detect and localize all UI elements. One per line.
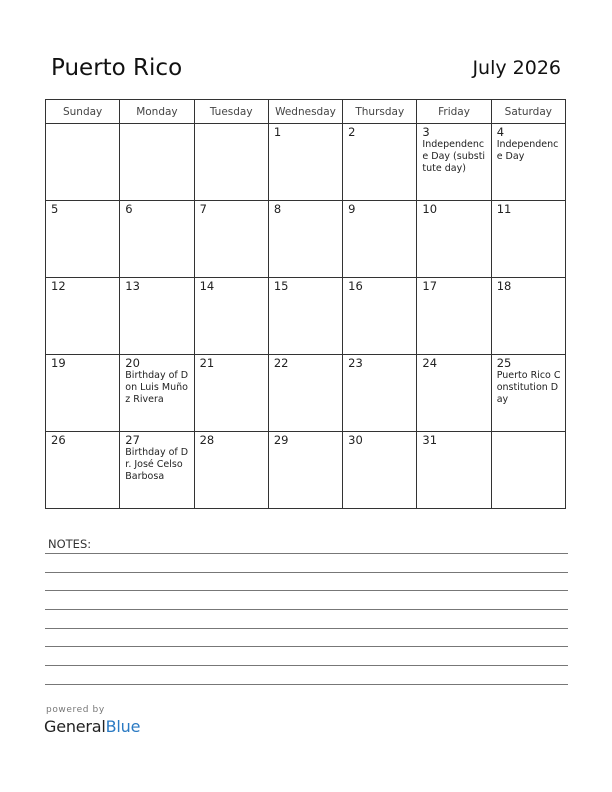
day-number: 14 <box>199 279 215 293</box>
calendar-day-cell[interactable] <box>417 432 491 509</box>
calendar-grid <box>45 99 566 509</box>
day-number: 2 <box>348 125 356 139</box>
notes-label: NOTES: <box>48 537 92 551</box>
day-number: 25 <box>496 356 512 370</box>
calendar-week-row <box>46 278 566 355</box>
note-line <box>45 665 568 666</box>
calendar-day-cell[interactable] <box>491 355 565 432</box>
day-number <box>46 124 119 125</box>
holiday-event: Independence Day <box>496 139 559 162</box>
calendar-day-cell[interactable] <box>343 278 417 355</box>
note-line <box>45 646 568 647</box>
day-number: 12 <box>51 279 66 293</box>
holiday-event: Birthday of Don Luis Muñoz Rivera <box>125 370 189 405</box>
calendar-day-cell[interactable] <box>343 432 417 509</box>
day-number: 6 <box>125 202 133 216</box>
weekday-thursday: Thursday <box>343 100 417 124</box>
calendar-day-cell[interactable] <box>120 355 194 432</box>
weekday-tuesday: Tuesday <box>194 100 268 124</box>
brand-blue: Blue <box>105 717 141 736</box>
holiday-event: Birthday of Dr. José Celso Barbosa <box>125 447 189 482</box>
weekday-saturday: Saturday <box>491 100 565 124</box>
day-number: 26 <box>51 433 66 447</box>
calendar-week-row <box>46 124 566 201</box>
day-number: 23 <box>348 356 363 370</box>
day-number <box>120 124 193 125</box>
calendar-day-cell[interactable] <box>120 201 194 278</box>
calendar-week-row <box>46 355 566 432</box>
calendar-day-cell[interactable] <box>194 124 268 201</box>
calendar-day-cell[interactable] <box>46 201 120 278</box>
calendar-country-title: Puerto Rico <box>51 55 183 81</box>
day-number: 11 <box>496 202 512 216</box>
calendar-day-cell[interactable] <box>417 278 491 355</box>
day-number: 22 <box>273 356 289 370</box>
day-number: 4 <box>496 125 505 139</box>
note-line <box>45 684 568 685</box>
calendar-day-cell[interactable] <box>268 278 342 355</box>
calendar-day-cell[interactable] <box>194 201 268 278</box>
calendar-day-cell[interactable] <box>491 201 565 278</box>
calendar-week-row <box>46 201 566 278</box>
brand-logo[interactable] <box>44 717 140 736</box>
calendar-day-cell[interactable] <box>268 201 342 278</box>
day-number: 31 <box>422 433 438 447</box>
day-number: 15 <box>273 279 289 293</box>
day-number: 5 <box>51 202 59 216</box>
calendar-day-cell[interactable] <box>194 355 268 432</box>
weekday-sunday: Sunday <box>46 100 120 124</box>
day-number <box>195 124 268 125</box>
calendar-day-cell[interactable] <box>194 432 268 509</box>
note-line <box>45 609 568 610</box>
day-number: 30 <box>348 433 363 447</box>
day-number: 9 <box>348 202 356 216</box>
day-number: 16 <box>348 279 363 293</box>
calendar-day-cell[interactable] <box>120 124 194 201</box>
day-number: 21 <box>199 356 215 370</box>
day-number: 13 <box>125 279 140 293</box>
calendar-day-cell[interactable] <box>268 124 342 201</box>
calendar-day-cell[interactable] <box>343 355 417 432</box>
day-number: 10 <box>422 202 438 216</box>
calendar-day-cell[interactable] <box>46 432 120 509</box>
calendar-week-row <box>46 432 566 509</box>
weekday-wednesday: Wednesday <box>268 100 342 124</box>
calendar-day-cell[interactable] <box>194 278 268 355</box>
calendar-day-cell[interactable] <box>417 355 491 432</box>
calendar-day-cell[interactable] <box>46 355 120 432</box>
weekday-friday: Friday <box>417 100 491 124</box>
note-line <box>45 553 568 554</box>
day-number: 20 <box>125 356 140 370</box>
brand-general: General <box>44 717 106 736</box>
calendar-day-cell[interactable] <box>268 432 342 509</box>
day-number: 8 <box>273 202 282 216</box>
day-number <box>492 432 565 433</box>
day-number: 19 <box>51 356 66 370</box>
calendar-day-cell[interactable] <box>120 278 194 355</box>
calendar-day-cell[interactable] <box>491 278 565 355</box>
calendar-month-title: July 2026 <box>472 57 561 79</box>
calendar-day-cell[interactable] <box>491 124 565 201</box>
day-number: 28 <box>199 433 215 447</box>
holiday-event: Puerto Rico Constitution Day <box>496 370 561 405</box>
weekday-header-row <box>46 100 566 124</box>
day-number: 24 <box>422 356 438 370</box>
day-number: 29 <box>273 433 289 447</box>
powered-by-text: powered by <box>46 705 105 715</box>
day-number: 7 <box>199 202 207 216</box>
calendar-day-cell[interactable] <box>268 355 342 432</box>
note-line <box>45 590 568 591</box>
holiday-event: Independence Day (substitute day) <box>422 139 486 174</box>
calendar-day-cell[interactable] <box>343 201 417 278</box>
day-number: 3 <box>422 125 430 139</box>
calendar-day-cell[interactable] <box>120 432 194 509</box>
calendar-day-cell[interactable] <box>417 124 491 201</box>
weekday-monday: Monday <box>120 100 194 124</box>
calendar-day-cell[interactable] <box>417 201 491 278</box>
day-number: 18 <box>496 279 512 293</box>
day-number: 17 <box>422 279 438 293</box>
calendar-day-cell[interactable] <box>491 432 565 509</box>
day-number: 27 <box>125 433 140 447</box>
calendar-day-cell[interactable] <box>343 124 417 201</box>
calendar-day-cell[interactable] <box>46 124 120 201</box>
note-line <box>45 628 568 629</box>
calendar-day-cell[interactable] <box>46 278 120 355</box>
day-number: 1 <box>273 125 282 139</box>
note-line <box>45 572 568 573</box>
